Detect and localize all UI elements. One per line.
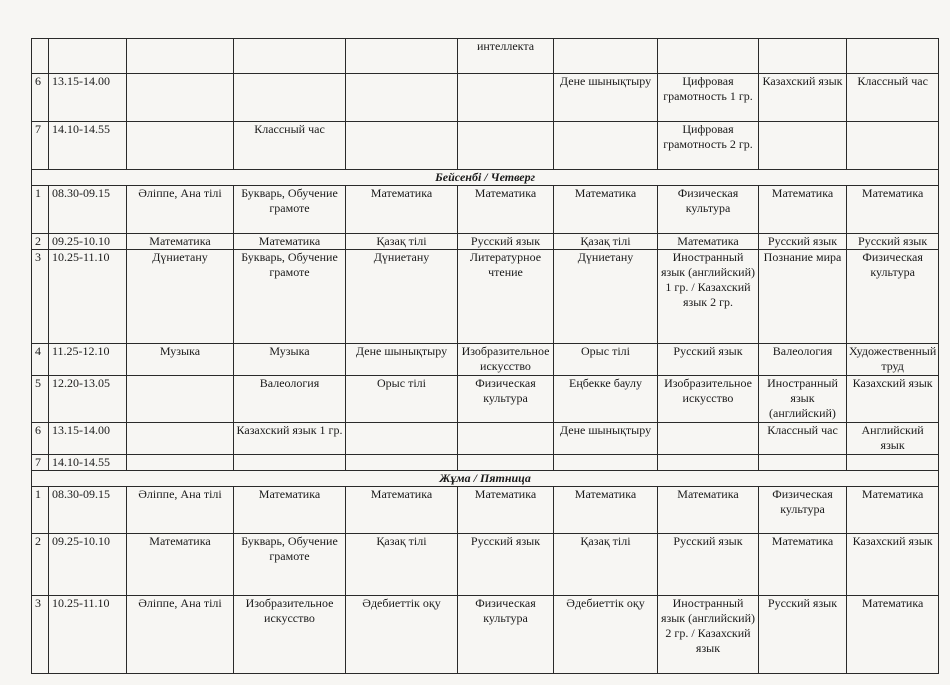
lesson-number <box>32 39 49 74</box>
subject-cell: Қазақ тілі <box>346 534 458 596</box>
subject-cell: Цифровая грамотность 2 гр. <box>658 122 759 170</box>
lesson-row <box>32 423 939 455</box>
subject-cell: Математика <box>658 234 759 250</box>
lesson-time: 08.30-09.15 <box>49 487 127 534</box>
lesson-row <box>32 455 939 471</box>
lesson-number: 1 <box>32 186 49 234</box>
lesson-row <box>32 186 939 234</box>
lesson-row <box>32 534 939 596</box>
lesson-time: 12.20-13.05 <box>49 376 127 423</box>
subject-cell: Иностранный язык (английский) <box>759 376 847 423</box>
subject-cell: Дене шынықтыру <box>346 344 458 376</box>
subject-cell: Литературное чтение <box>458 250 554 344</box>
subject-cell: Қазақ тілі <box>346 234 458 250</box>
subject-cell <box>127 376 234 423</box>
subject-cell: Математика <box>759 186 847 234</box>
subject-cell: Математика <box>346 186 458 234</box>
subject-cell: Физическая культура <box>458 376 554 423</box>
subject-cell <box>847 122 939 170</box>
lesson-time: 14.10-14.55 <box>49 122 127 170</box>
lesson-time: 14.10-14.55 <box>49 455 127 471</box>
subject-cell <box>346 423 458 455</box>
subject-cell <box>127 39 234 74</box>
subject-cell <box>658 423 759 455</box>
subject-cell <box>847 39 939 74</box>
lesson-row <box>32 39 939 74</box>
lesson-number: 2 <box>32 234 49 250</box>
subject-cell <box>127 423 234 455</box>
subject-cell: Изобразительное искусство <box>458 344 554 376</box>
subject-cell <box>234 74 346 122</box>
subject-cell <box>234 39 346 74</box>
subject-cell: Дене шынықтыру <box>554 423 658 455</box>
subject-cell: Физическая культура <box>759 487 847 534</box>
lesson-number: 2 <box>32 534 49 596</box>
lesson-time: 13.15-14.00 <box>49 74 127 122</box>
subject-cell <box>759 39 847 74</box>
subject-cell <box>234 455 346 471</box>
subject-cell: Математика <box>127 534 234 596</box>
subject-cell: Математика <box>234 234 346 250</box>
subject-cell: Қазақ тілі <box>554 234 658 250</box>
lesson-number: 6 <box>32 423 49 455</box>
subject-cell: Еңбекке баулу <box>554 376 658 423</box>
subject-cell <box>346 74 458 122</box>
subject-cell: Математика <box>234 487 346 534</box>
subject-cell: Русский язык <box>458 534 554 596</box>
lesson-time <box>49 39 127 74</box>
lesson-time: 10.25-11.10 <box>49 250 127 344</box>
subject-cell: Математика <box>847 487 939 534</box>
subject-cell: Әліппе, Ана тілі <box>127 186 234 234</box>
subject-cell: Әдебиеттік оқу <box>346 596 458 674</box>
subject-cell <box>759 122 847 170</box>
subject-cell: Орыс тілі <box>554 344 658 376</box>
lesson-row <box>32 250 939 344</box>
subject-cell: Физическая культура <box>458 596 554 674</box>
subject-cell: Әдебиеттік оқу <box>554 596 658 674</box>
day-title: Жұма / Пятница <box>32 471 939 487</box>
subject-cell: Русский язык <box>759 234 847 250</box>
lesson-number: 3 <box>32 596 49 674</box>
subject-cell: Изобразительное искусство <box>658 376 759 423</box>
subject-cell: Физическая культура <box>847 250 939 344</box>
subject-cell <box>458 74 554 122</box>
subject-cell: Математика <box>847 596 939 674</box>
lesson-number: 7 <box>32 455 49 471</box>
subject-cell <box>554 455 658 471</box>
subject-cell: Математика <box>458 186 554 234</box>
subject-cell <box>554 122 658 170</box>
subject-cell: Букварь, Обучение грамоте <box>234 534 346 596</box>
subject-cell <box>127 122 234 170</box>
day-header-row <box>32 471 939 487</box>
subject-cell: Физическая культура <box>658 186 759 234</box>
subject-cell: Познание мира <box>759 250 847 344</box>
subject-cell: Русский язык <box>847 234 939 250</box>
subject-cell <box>127 455 234 471</box>
subject-cell: Букварь, Обучение грамоте <box>234 250 346 344</box>
subject-cell: Орыс тілі <box>346 376 458 423</box>
subject-cell: Классный час <box>847 74 939 122</box>
subject-cell <box>458 455 554 471</box>
subject-cell: Математика <box>847 186 939 234</box>
subject-cell: Художественный труд <box>847 344 939 376</box>
subject-cell: Казахский язык <box>759 74 847 122</box>
subject-cell <box>847 455 939 471</box>
subject-cell: Математика <box>554 487 658 534</box>
subject-cell: Русский язык <box>458 234 554 250</box>
lesson-time: 11.25-12.10 <box>49 344 127 376</box>
lesson-row <box>32 596 939 674</box>
subject-cell: Изобразительное искусство <box>234 596 346 674</box>
lesson-time: 09.25-10.10 <box>49 234 127 250</box>
lesson-row <box>32 74 939 122</box>
subject-cell: Русский язык <box>658 344 759 376</box>
subject-cell <box>759 455 847 471</box>
lesson-row <box>32 122 939 170</box>
timetable <box>31 38 939 674</box>
subject-cell: Классный час <box>234 122 346 170</box>
subject-cell: Математика <box>658 487 759 534</box>
subject-cell: Валеология <box>759 344 847 376</box>
day-title: Бейсенбі / Четверг <box>32 170 939 186</box>
subject-cell <box>658 39 759 74</box>
lesson-row <box>32 234 939 250</box>
subject-cell: Букварь, Обучение грамоте <box>234 186 346 234</box>
subject-cell: Дене шынықтыру <box>554 74 658 122</box>
subject-cell: Дүниетану <box>346 250 458 344</box>
lesson-time: 08.30-09.15 <box>49 186 127 234</box>
subject-cell <box>346 455 458 471</box>
subject-cell: Казахский язык 1 гр. <box>234 423 346 455</box>
subject-cell: интеллекта <box>458 39 554 74</box>
subject-cell: Русский язык <box>759 596 847 674</box>
subject-cell <box>127 74 234 122</box>
subject-cell <box>346 122 458 170</box>
subject-cell: Дүниетану <box>127 250 234 344</box>
subject-cell <box>458 122 554 170</box>
lesson-time: 13.15-14.00 <box>49 423 127 455</box>
lesson-time: 09.25-10.10 <box>49 534 127 596</box>
subject-cell: Қазақ тілі <box>554 534 658 596</box>
subject-cell: Казахский язык <box>847 534 939 596</box>
subject-cell: Әліппе, Ана тілі <box>127 487 234 534</box>
subject-cell <box>458 423 554 455</box>
subject-cell: Английский язык <box>847 423 939 455</box>
subject-cell: Русский язык <box>658 534 759 596</box>
subject-cell: Классный час <box>759 423 847 455</box>
subject-cell: Математика <box>346 487 458 534</box>
lesson-number: 5 <box>32 376 49 423</box>
subject-cell: Математика <box>127 234 234 250</box>
lesson-number: 1 <box>32 487 49 534</box>
subject-cell: Музыка <box>127 344 234 376</box>
lesson-number: 3 <box>32 250 49 344</box>
subject-cell: Валеология <box>234 376 346 423</box>
subject-cell: Дүниетану <box>554 250 658 344</box>
lesson-number: 6 <box>32 74 49 122</box>
subject-cell: Иностранный язык (английский) 2 гр. / Казахский язык <box>658 596 759 674</box>
subject-cell: Математика <box>759 534 847 596</box>
lesson-row <box>32 376 939 423</box>
subject-cell: Цифровая грамотность 1 гр. <box>658 74 759 122</box>
lesson-row <box>32 487 939 534</box>
day-header-row <box>32 170 939 186</box>
subject-cell: Казахский язык <box>847 376 939 423</box>
lesson-time: 10.25-11.10 <box>49 596 127 674</box>
subject-cell: Математика <box>458 487 554 534</box>
subject-cell <box>658 455 759 471</box>
subject-cell: Иностранный язык (английский) 1 гр. / Казахский язык 2 гр. <box>658 250 759 344</box>
lesson-number: 4 <box>32 344 49 376</box>
subject-cell: Музыка <box>234 344 346 376</box>
lesson-row <box>32 344 939 376</box>
subject-cell: Математика <box>554 186 658 234</box>
subject-cell: Әліппе, Ана тілі <box>127 596 234 674</box>
subject-cell <box>346 39 458 74</box>
subject-cell <box>554 39 658 74</box>
lesson-number: 7 <box>32 122 49 170</box>
